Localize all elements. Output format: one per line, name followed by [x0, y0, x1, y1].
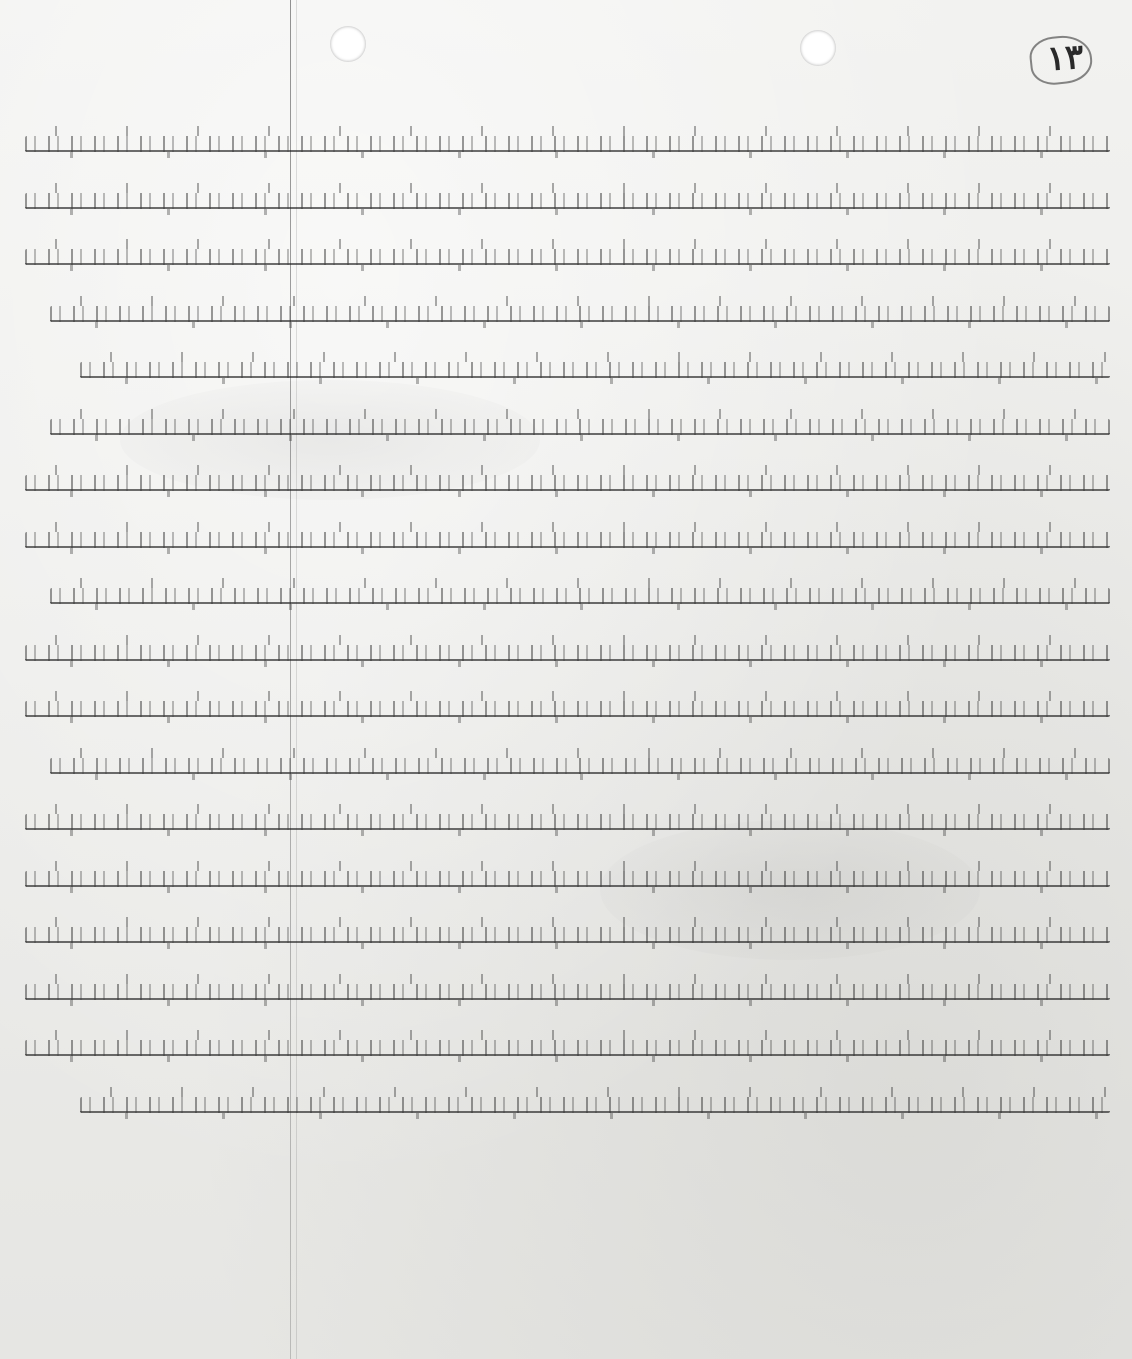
handwritten-line-16: [20, 960, 1120, 1017]
handwritten-text-body: [20, 112, 1120, 1129]
handwritten-line-10: [20, 621, 1120, 678]
handwriting-strokes: [25, 814, 1110, 830]
handwriting-strokes: [25, 701, 1110, 717]
handwritten-line-17: [20, 1016, 1120, 1073]
handwriting-strokes: [25, 532, 1110, 548]
handwritten-line-3: [20, 225, 1120, 282]
handwriting-strokes: [50, 419, 1110, 435]
handwriting-strokes: [25, 136, 1110, 152]
punch-hole-right: [800, 30, 836, 66]
page-number: ۱۳: [1046, 36, 1086, 80]
handwriting-strokes: [25, 984, 1110, 1000]
handwriting-strokes: [25, 475, 1110, 491]
handwritten-line-1: [20, 112, 1120, 169]
handwriting-strokes: [50, 758, 1110, 774]
handwriting-strokes: [80, 362, 1110, 378]
handwritten-line-11: [20, 677, 1120, 734]
handwriting-strokes: [25, 927, 1110, 943]
handwriting-strokes: [25, 645, 1110, 661]
handwritten-line-6: [20, 395, 1120, 452]
handwriting-strokes: [25, 249, 1110, 265]
handwritten-line-13: [20, 790, 1120, 847]
handwriting-strokes: [25, 871, 1110, 887]
punch-hole-left: [330, 26, 366, 62]
handwritten-line-7: [20, 451, 1120, 508]
handwriting-strokes: [50, 588, 1110, 604]
handwritten-line-12: [20, 734, 1120, 791]
handwritten-line-8: [20, 508, 1120, 565]
handwritten-line-9: [20, 564, 1120, 621]
handwritten-line-5: [20, 338, 1120, 395]
handwriting-strokes: [25, 1040, 1110, 1056]
handwritten-line-4: [20, 282, 1120, 339]
handwritten-line-15: [20, 903, 1120, 960]
handwritten-line-2: [20, 169, 1120, 226]
handwritten-line-18: [20, 1073, 1120, 1130]
handwritten-line-14: [20, 847, 1120, 904]
handwriting-strokes: [25, 193, 1110, 209]
handwriting-strokes: [50, 306, 1110, 322]
handwriting-strokes: [80, 1097, 1110, 1113]
